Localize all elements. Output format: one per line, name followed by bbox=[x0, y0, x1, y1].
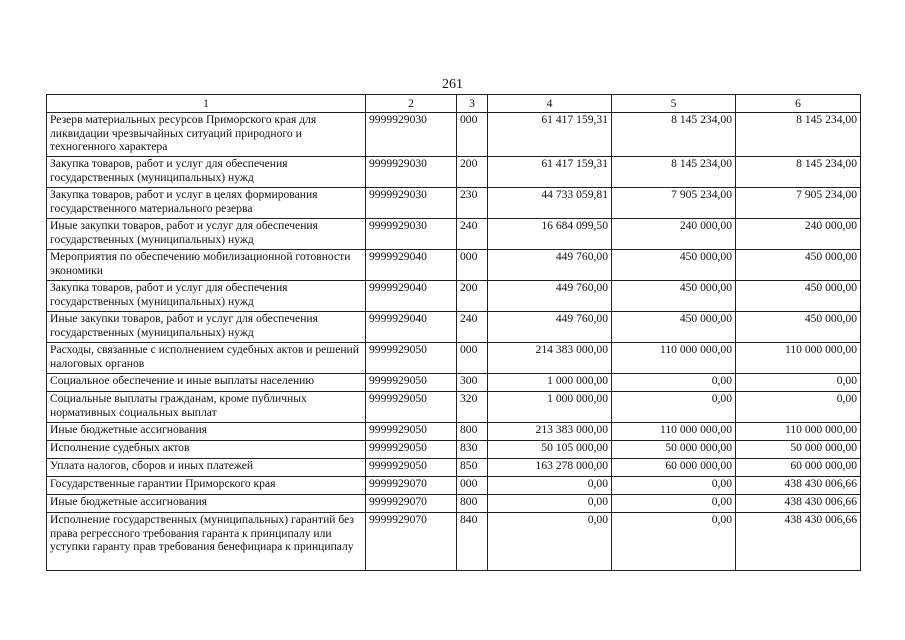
row-code-cell: 9999929040 bbox=[366, 312, 457, 343]
table-row bbox=[47, 157, 861, 188]
row-amount-col5-cell: 8 145 234,00 bbox=[612, 113, 736, 157]
row-amount-col4-cell: 44 733 059,81 bbox=[488, 188, 612, 219]
row-amount-col6-cell: 438 430 006,66 bbox=[736, 495, 861, 513]
row-type-cell: 240 bbox=[457, 219, 488, 250]
row-amount-col5-cell: 450 000,00 bbox=[612, 312, 736, 343]
row-type-cell: 850 bbox=[457, 459, 488, 477]
row-amount-col6-cell: 240 000,00 bbox=[736, 219, 861, 250]
row-name-cell: Государственные гарантии Приморского края bbox=[47, 477, 366, 495]
header-col-3: 3 bbox=[457, 95, 488, 113]
row-amount-col5-cell: 7 905 234,00 bbox=[612, 188, 736, 219]
row-type-cell: 320 bbox=[457, 392, 488, 423]
row-amount-col6-cell: 110 000 000,00 bbox=[736, 423, 861, 441]
table-row bbox=[47, 441, 861, 459]
row-name-cell: Социальные выплаты гражданам, кроме публичных нормативных социальных выплат bbox=[47, 392, 366, 423]
row-name-cell: Расходы, связанные с исполнением судебных актов и решений налоговых органов bbox=[47, 343, 366, 374]
row-name-cell: Иные бюджетные ассигнования bbox=[47, 423, 366, 441]
header-col-1: 1 bbox=[47, 95, 366, 113]
table-row bbox=[47, 343, 861, 374]
row-type-cell: 800 bbox=[457, 495, 488, 513]
row-amount-col6-cell: 110 000 000,00 bbox=[736, 343, 861, 374]
row-amount-col4-cell: 214 383 000,00 bbox=[488, 343, 612, 374]
table-row bbox=[47, 188, 861, 219]
row-amount-col6-cell: 450 000,00 bbox=[736, 281, 861, 312]
row-code-cell: 9999929070 bbox=[366, 513, 457, 571]
row-amount-col5-cell: 240 000,00 bbox=[612, 219, 736, 250]
row-name-cell: Мероприятия по обеспечению мобилизационной готовности экономики bbox=[47, 250, 366, 281]
row-amount-col6-cell: 8 145 234,00 bbox=[736, 113, 861, 157]
row-amount-col4-cell: 50 105 000,00 bbox=[488, 441, 612, 459]
row-amount-col6-cell: 450 000,00 bbox=[736, 312, 861, 343]
table-row bbox=[47, 513, 861, 571]
row-amount-col4-cell: 1 000 000,00 bbox=[488, 392, 612, 423]
row-type-cell: 000 bbox=[457, 113, 488, 157]
row-type-cell: 200 bbox=[457, 157, 488, 188]
row-amount-col4-cell: 163 278 000,00 bbox=[488, 459, 612, 477]
row-code-cell: 9999929030 bbox=[366, 113, 457, 157]
row-code-cell: 9999929050 bbox=[366, 459, 457, 477]
row-code-cell: 9999929030 bbox=[366, 188, 457, 219]
row-amount-col4-cell: 1 000 000,00 bbox=[488, 374, 612, 392]
row-amount-col4-cell: 449 760,00 bbox=[488, 250, 612, 281]
table-row bbox=[47, 374, 861, 392]
row-amount-col4-cell: 213 383 000,00 bbox=[488, 423, 612, 441]
row-name-cell: Иные закупки товаров, работ и услуг для обеспечения государственных (муниципальных) нужд bbox=[47, 312, 366, 343]
row-type-cell: 000 bbox=[457, 477, 488, 495]
row-name-cell: Иные закупки товаров, работ и услуг для обеспечения государственных (муниципальных) нужд bbox=[47, 219, 366, 250]
row-amount-col4-cell: 61 417 159,31 bbox=[488, 113, 612, 157]
row-name-cell: Исполнение судебных актов bbox=[47, 441, 366, 459]
row-amount-col6-cell: 60 000 000,00 bbox=[736, 459, 861, 477]
row-amount-col4-cell: 16 684 099,50 bbox=[488, 219, 612, 250]
row-type-cell: 800 bbox=[457, 423, 488, 441]
row-name-cell: Закупка товаров, работ и услуг для обеспечения государственных (муниципальных) нужд bbox=[47, 157, 366, 188]
table-row bbox=[47, 312, 861, 343]
row-type-cell: 200 bbox=[457, 281, 488, 312]
row-code-cell: 9999929030 bbox=[366, 157, 457, 188]
row-name-cell: Закупка товаров, работ и услуг в целях формирования государственного материального резерва bbox=[47, 188, 366, 219]
row-amount-col5-cell: 8 145 234,00 bbox=[612, 157, 736, 188]
row-name-cell: Закупка товаров, работ и услуг для обеспечения государственных (муниципальных) нужд bbox=[47, 281, 366, 312]
table-row bbox=[47, 281, 861, 312]
row-amount-col5-cell: 60 000 000,00 bbox=[612, 459, 736, 477]
row-type-cell: 230 bbox=[457, 188, 488, 219]
header-col-5: 5 bbox=[612, 95, 736, 113]
row-amount-col5-cell: 0,00 bbox=[612, 513, 736, 571]
row-amount-col6-cell: 0,00 bbox=[736, 392, 861, 423]
row-amount-col5-cell: 0,00 bbox=[612, 392, 736, 423]
table-row bbox=[47, 219, 861, 250]
row-amount-col4-cell: 61 417 159,31 bbox=[488, 157, 612, 188]
row-amount-col4-cell: 0,00 bbox=[488, 513, 612, 571]
row-code-cell: 9999929030 bbox=[366, 219, 457, 250]
row-amount-col5-cell: 50 000 000,00 bbox=[612, 441, 736, 459]
row-amount-col4-cell: 0,00 bbox=[488, 477, 612, 495]
row-name-cell: Резерв материальных ресурсов Приморского края для ликвидации чрезвычайных ситуаций природного и техногенного характера bbox=[47, 113, 366, 157]
row-amount-col5-cell: 0,00 bbox=[612, 495, 736, 513]
row-type-cell: 830 bbox=[457, 441, 488, 459]
table-row bbox=[47, 423, 861, 441]
row-name-cell: Иные бюджетные ассигнования bbox=[47, 495, 366, 513]
row-code-cell: 9999929050 bbox=[366, 374, 457, 392]
page-number: 261 bbox=[442, 77, 463, 92]
row-code-cell: 9999929050 bbox=[366, 423, 457, 441]
row-type-cell: 840 bbox=[457, 513, 488, 571]
row-amount-col5-cell: 0,00 bbox=[612, 477, 736, 495]
header-col-6: 6 bbox=[736, 95, 861, 113]
table-row bbox=[47, 495, 861, 513]
budget-table bbox=[46, 94, 861, 571]
row-type-cell: 300 bbox=[457, 374, 488, 392]
row-code-cell: 9999929050 bbox=[366, 343, 457, 374]
header-col-2: 2 bbox=[366, 95, 457, 113]
header-row bbox=[47, 95, 861, 113]
row-code-cell: 9999929040 bbox=[366, 281, 457, 312]
row-amount-col5-cell: 110 000 000,00 bbox=[612, 423, 736, 441]
row-amount-col6-cell: 8 145 234,00 bbox=[736, 157, 861, 188]
row-amount-col4-cell: 449 760,00 bbox=[488, 281, 612, 312]
table-row bbox=[47, 113, 861, 157]
row-type-cell: 240 bbox=[457, 312, 488, 343]
row-amount-col5-cell: 450 000,00 bbox=[612, 281, 736, 312]
row-code-cell: 9999929070 bbox=[366, 495, 457, 513]
row-code-cell: 9999929040 bbox=[366, 250, 457, 281]
row-name-cell: Социальное обеспечение и иные выплаты населению bbox=[47, 374, 366, 392]
header-col-4: 4 bbox=[488, 95, 612, 113]
row-amount-col6-cell: 0,00 bbox=[736, 374, 861, 392]
row-amount-col5-cell: 110 000 000,00 bbox=[612, 343, 736, 374]
row-amount-col6-cell: 438 430 006,66 bbox=[736, 477, 861, 495]
table-row bbox=[47, 477, 861, 495]
row-name-cell: Уплата налогов, сборов и иных платежей bbox=[47, 459, 366, 477]
table-row bbox=[47, 392, 861, 423]
row-name-cell: Исполнение государственных (муниципальных) гарантий без права регрессного требования гаранта к принципалу или уступки гаранту прав требования бенефициара к принципалу bbox=[47, 513, 366, 571]
row-amount-col6-cell: 50 000 000,00 bbox=[736, 441, 861, 459]
row-type-cell: 000 bbox=[457, 250, 488, 281]
row-amount-col5-cell: 0,00 bbox=[612, 374, 736, 392]
row-amount-col6-cell: 450 000,00 bbox=[736, 250, 861, 281]
row-amount-col5-cell: 450 000,00 bbox=[612, 250, 736, 281]
table-row bbox=[47, 459, 861, 477]
row-amount-col4-cell: 449 760,00 bbox=[488, 312, 612, 343]
row-amount-col4-cell: 0,00 bbox=[488, 495, 612, 513]
table-row bbox=[47, 250, 861, 281]
row-code-cell: 9999929050 bbox=[366, 392, 457, 423]
row-amount-col6-cell: 7 905 234,00 bbox=[736, 188, 861, 219]
row-type-cell: 000 bbox=[457, 343, 488, 374]
row-code-cell: 9999929050 bbox=[366, 441, 457, 459]
row-code-cell: 9999929070 bbox=[366, 477, 457, 495]
row-amount-col6-cell: 438 430 006,66 bbox=[736, 513, 861, 571]
